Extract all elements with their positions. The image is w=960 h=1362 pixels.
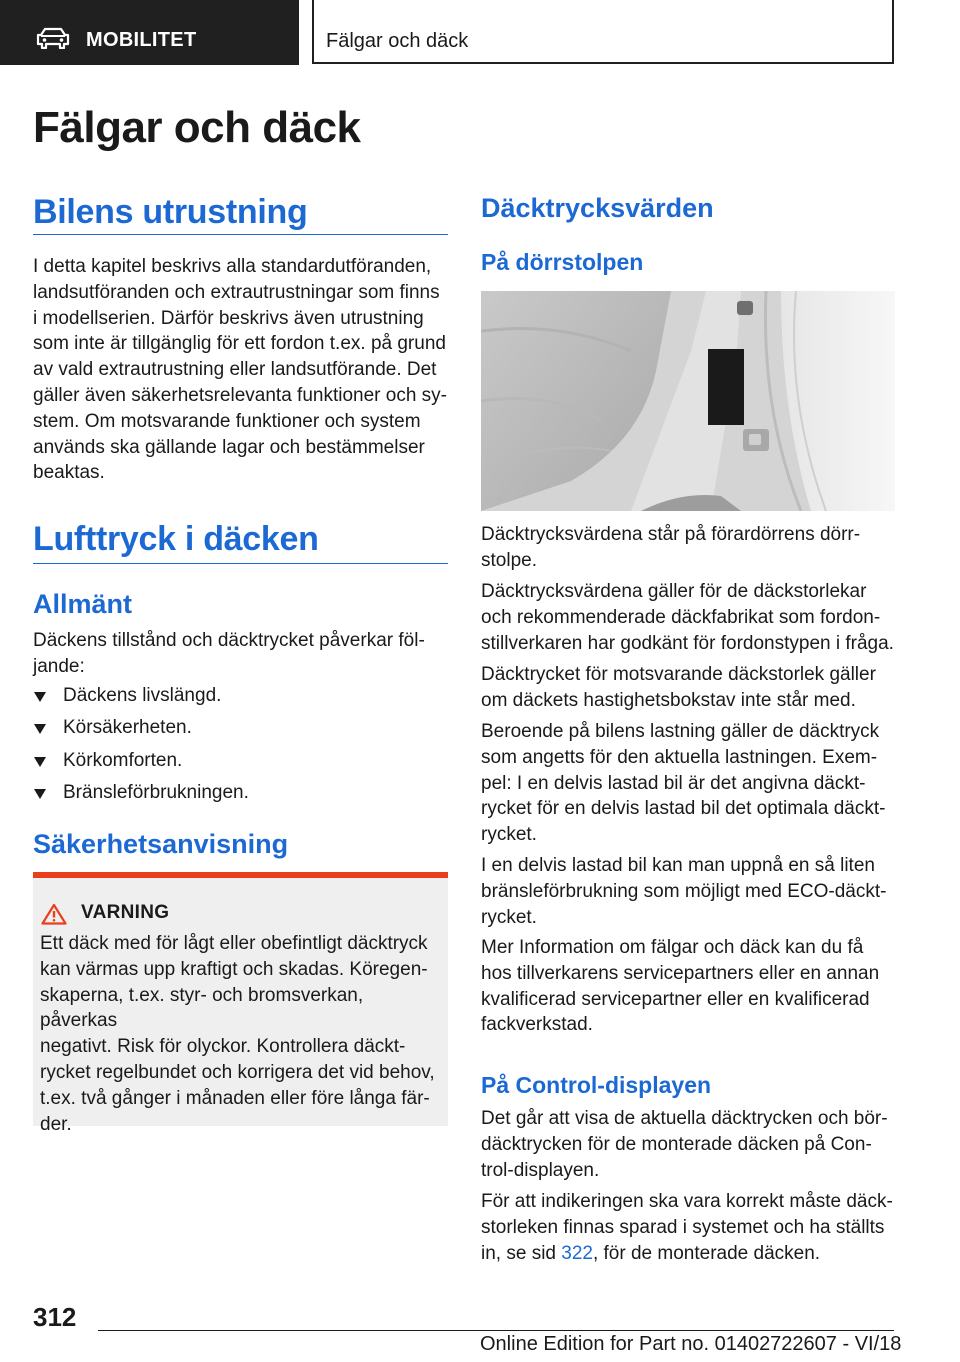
- doorpost-paragraph-5: I en delvis lastad bil kan man uppnå en så liten bränsleförbrukning som möjligt med ECO-däckt- rycket.: [481, 855, 887, 928]
- footer-rule: [98, 1330, 894, 1331]
- equipment-paragraph: I detta kapitel beskrivs alla standardutföranden, landsutföranden och extrautrustningar som finns i modellserien. Därför beskrivs även utrustning som inte är tillgänglig för ett fordon t.ex. på grund av vald extrautrustning eller landsutförande. Det gäller även säkerhetsrelevanta funktioner och sy- stem. Om motsvarande funktioner och system används ska gällande lagar och bestämmelser beaktas.: [33, 256, 448, 484]
- footer-edition: Online Edition for Part no. 01402722607 - VI/18: [480, 1333, 902, 1355]
- list-item: Körsäkerheten.: [33, 715, 249, 747]
- door-pillar-illustration: [481, 291, 895, 511]
- triangle-bullet-icon: [34, 724, 46, 734]
- triangle-bullet-icon: [34, 757, 46, 767]
- doorpost-paragraph-6: Mer Information om fälgar och däck kan du få hos tillverkarens servicepartners eller en annan kvalificerad servicepartner eller en kvalificerad fackverkstad.: [481, 937, 880, 1036]
- heading-pressure-values: Däcktrycksvärden: [481, 193, 714, 223]
- chapter-tab: [0, 0, 299, 65]
- heading-safety: Säkerhetsanvisning: [33, 829, 289, 859]
- page-title: Fälgar och däck: [33, 103, 361, 152]
- warning-text: Ett däck med för lågt eller obefintligt däcktryck kan värmas upp kraftigt och skadas. Köregen- skaperna, t.ex. styr- och bromsverkan, påverkas negativt. Risk för olyckor. Kontrollera däckt- rycket regelbundet och korrigera det vid behov, t.ex. två gånger i månaden eller före långa fär- der.: [40, 933, 435, 1135]
- warning-box: [33, 872, 448, 1135]
- heading-tire-pressure: Lufttryck i däcken: [33, 520, 319, 558]
- chapter-label: MOBILITET: [86, 29, 197, 51]
- list-item: Körkomforten.: [33, 748, 249, 780]
- car-icon: [36, 27, 70, 49]
- general-paragraph: Däckens tillstånd och däcktrycket påverkar föl- jande:: [33, 630, 425, 677]
- triangle-bullet-icon: [34, 692, 46, 702]
- page-link[interactable]: 322: [561, 1242, 593, 1264]
- door-pillar-photo: [481, 291, 895, 511]
- section-label: Fälgar och däck: [326, 30, 469, 52]
- warning-title: VARNING: [81, 902, 170, 923]
- warning-triangle-icon: [41, 903, 67, 925]
- page-number: 312: [33, 1302, 77, 1332]
- doorpost-paragraph-1: Däcktrycksvärdena står på förardörrens dörr- stolpe.: [481, 524, 861, 571]
- doorpost-paragraph-3: Däcktrycket för motsvarande däckstorlek gäller om däckets hastighetsbokstav inte står med.: [481, 664, 876, 711]
- heading-control-display: På Control-displayen: [481, 1072, 712, 1098]
- list-item: Däckens livslängd.: [33, 683, 249, 715]
- heading-doorpost: På dörrstolpen: [481, 249, 644, 275]
- list-item: Bränsleförbrukningen.: [33, 780, 249, 812]
- heading-rule: [33, 234, 448, 235]
- control-paragraph-2: För att indikeringen ska vara korrekt måste däck- storleken finnas sparad i systemet och ha ställts in, se sid 322, för de monterade däcken.: [481, 1191, 893, 1264]
- doorpost-paragraph-2: Däcktrycksvärdena gäller för de däckstorlekar och rekommenderade däckfabrikat som fordon- stillverkaren har godkänt för fordonstypen i fråga.: [481, 581, 894, 654]
- warning-bar: [33, 872, 448, 878]
- heading-rule: [33, 563, 448, 564]
- doorpost-paragraph-4: Beroende på bilens lastning gäller de däcktryck som angetts för den aktuella lastningen. Exem- pel: I en delvis lastad bil är det angivna däckt- rycket för en delvis lastad bil det optimala däckt- rycket.: [481, 721, 886, 846]
- bullet-list: [33, 683, 249, 813]
- triangle-bullet-icon: [34, 789, 46, 799]
- heading-general: Allmänt: [33, 589, 133, 619]
- heading-equipment: Bilens utrustning: [33, 193, 308, 231]
- control-paragraph-1: Det går att visa de aktuella däcktrycken och bör- däcktrycken för de monterade däcken på Con- trol-displayen.: [481, 1108, 888, 1181]
